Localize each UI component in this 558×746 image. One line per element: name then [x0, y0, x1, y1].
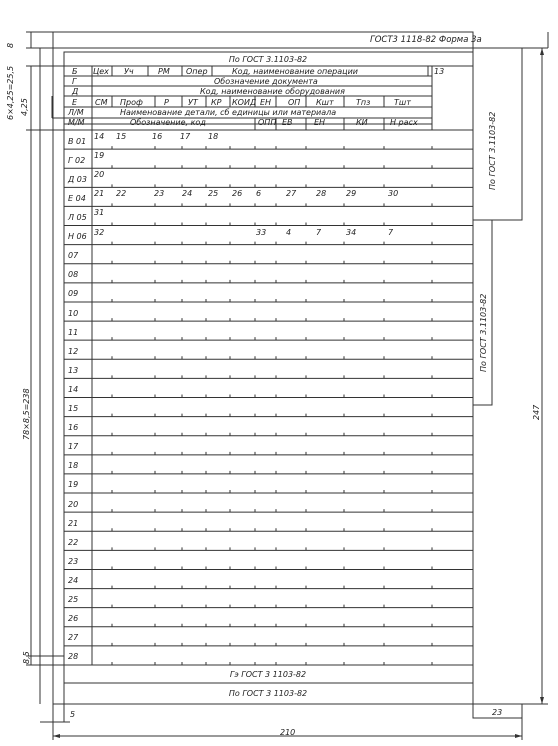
row-lm-text: Наименование детали, сб единицы или материала [120, 108, 337, 117]
row-e-cell-9: Кшт [316, 98, 334, 107]
row-label: В 01 [68, 136, 87, 146]
row-label: 19 [68, 480, 79, 490]
row-label: Е 04 [68, 193, 86, 203]
cell-number: 7 [388, 227, 394, 237]
row-label: 24 [68, 576, 79, 586]
row-label: 17 [68, 442, 79, 452]
row-b-cell-1: Цех [93, 67, 109, 76]
row-mm-code: М/М [68, 118, 85, 127]
cell-number: 24 [182, 189, 193, 199]
cell-number: 22 [116, 189, 127, 199]
row-label: Г 02 [68, 155, 86, 165]
dim-left-margin: 5 [70, 710, 76, 719]
dim-left-rows: 78×8,5=238 [22, 388, 31, 440]
row-g-code: Г [72, 77, 77, 86]
cell-number: 16 [152, 132, 163, 141]
row-label: Д 03 [68, 174, 87, 184]
cell-number: 18 [208, 132, 219, 141]
cell-number: 32 [94, 227, 105, 237]
cell-number: 15 [116, 132, 127, 141]
cell-number: 30 [388, 189, 399, 199]
row-b-code: Б [72, 67, 78, 76]
dim-top-margin: 8 [6, 42, 15, 48]
cell-number: 28 [316, 189, 327, 199]
side-reference-2: По ГОСТ 3.1103-82 [479, 293, 488, 372]
cell-number: 19 [94, 151, 105, 161]
row-e-cell-5: КР [211, 98, 222, 107]
row-e-cell-7: ЕН [260, 98, 272, 107]
dim-left-small: 4,25 [20, 98, 29, 116]
row-e-cell-2: Проф [120, 98, 143, 107]
cell-number: 25 [208, 189, 219, 199]
row-label: Н 06 [68, 232, 87, 242]
row-label: 09 [68, 289, 79, 299]
row-label: 13 [68, 365, 79, 375]
row-e-cell-8: ОП [288, 98, 301, 107]
row-label: 26 [68, 614, 79, 624]
dim-left-header: 6×4,25=25,5 [6, 65, 15, 120]
row-b-cell-5: Код, наименование операции [232, 67, 358, 76]
cell-number: 34 [346, 227, 357, 237]
dim-total-height: 247 [532, 404, 541, 420]
row-label: 21 [68, 518, 79, 528]
dim-right-width: 23 [492, 708, 503, 717]
row-b-cell-2: Уч [124, 67, 134, 76]
cell-number: 6 [256, 189, 262, 199]
cell-number: 26 [232, 189, 243, 199]
row-e-cell-1: СМ [95, 98, 108, 107]
row-e-cell-3: Р [164, 98, 169, 107]
row-e-cell-6: КОИД [232, 98, 257, 107]
row-label: 14 [68, 384, 79, 394]
cell-number: 27 [286, 189, 297, 199]
row-label: 12 [68, 346, 79, 356]
row-b-end: 13 [434, 67, 445, 76]
row-d-text: Код, наименование оборудования [200, 87, 345, 96]
bottom-reference-1: Гэ ГОСТ 3 1103-82 [229, 669, 307, 679]
cell-number: 23 [154, 189, 165, 199]
row-lm-code: Л/М [68, 108, 84, 117]
row-label: 18 [68, 461, 79, 471]
cell-number: 31 [94, 208, 105, 218]
row-e-cell-10: Тпз [356, 98, 371, 107]
row-mm-cell-3: ЕН [314, 118, 326, 127]
row-b-cell-4: Опер [186, 67, 208, 76]
row-label: 11 [68, 327, 79, 337]
row-d-code: Д [72, 87, 79, 96]
side-reference-1: По ГОСТ 3.1103-82 [488, 111, 497, 190]
top-reference: По ГОСТ 3.1103-82 [228, 54, 308, 64]
cell-number: 21 [94, 189, 105, 199]
row-b-cell-3: РМ [158, 67, 170, 76]
row-mm-cell-2: ЕВ [282, 118, 293, 127]
row-label: 25 [68, 595, 79, 605]
cell-number: 29 [346, 189, 357, 199]
row-mm-text: Обозначение, код [130, 118, 206, 127]
row-label: Л 05 [68, 212, 87, 222]
row-label: 20 [68, 499, 79, 509]
row-mm-cell-1: ОПП [258, 118, 277, 127]
cell-number: 7 [316, 227, 322, 237]
row-e-cell-11: Тшт [394, 98, 411, 107]
cell-number: 33 [256, 227, 267, 237]
cell-number: 17 [180, 132, 191, 141]
row-e-code: Е [72, 98, 78, 107]
row-label: 08 [68, 270, 79, 280]
row-mm-cell-4: КИ [356, 118, 368, 127]
row-label: 10 [68, 308, 79, 318]
row-label: 28 [68, 652, 79, 662]
row-label: 15 [68, 404, 79, 414]
row-label: 16 [68, 423, 79, 433]
bottom-reference-2: По ГОСТ 3 1103-82 [228, 688, 308, 698]
row-label: 22 [68, 537, 79, 547]
cell-number: 20 [94, 170, 105, 180]
cell-number: 4 [286, 227, 292, 237]
row-mm-cell-5: Н расх [390, 118, 418, 127]
dim-total-width: 210 [280, 728, 296, 737]
row-label: 27 [68, 633, 79, 643]
row-e-cell-4: УТ [188, 98, 198, 107]
row-label: 23 [68, 556, 79, 566]
dim-left-bottom: 8,5 [22, 651, 31, 664]
cell-number: 14 [94, 132, 105, 141]
row-label: 07 [68, 251, 79, 261]
row-g-text: Обозначение документа [214, 77, 318, 86]
form-title: ГОСТ3 1118-82 Форма 3а [370, 35, 482, 45]
